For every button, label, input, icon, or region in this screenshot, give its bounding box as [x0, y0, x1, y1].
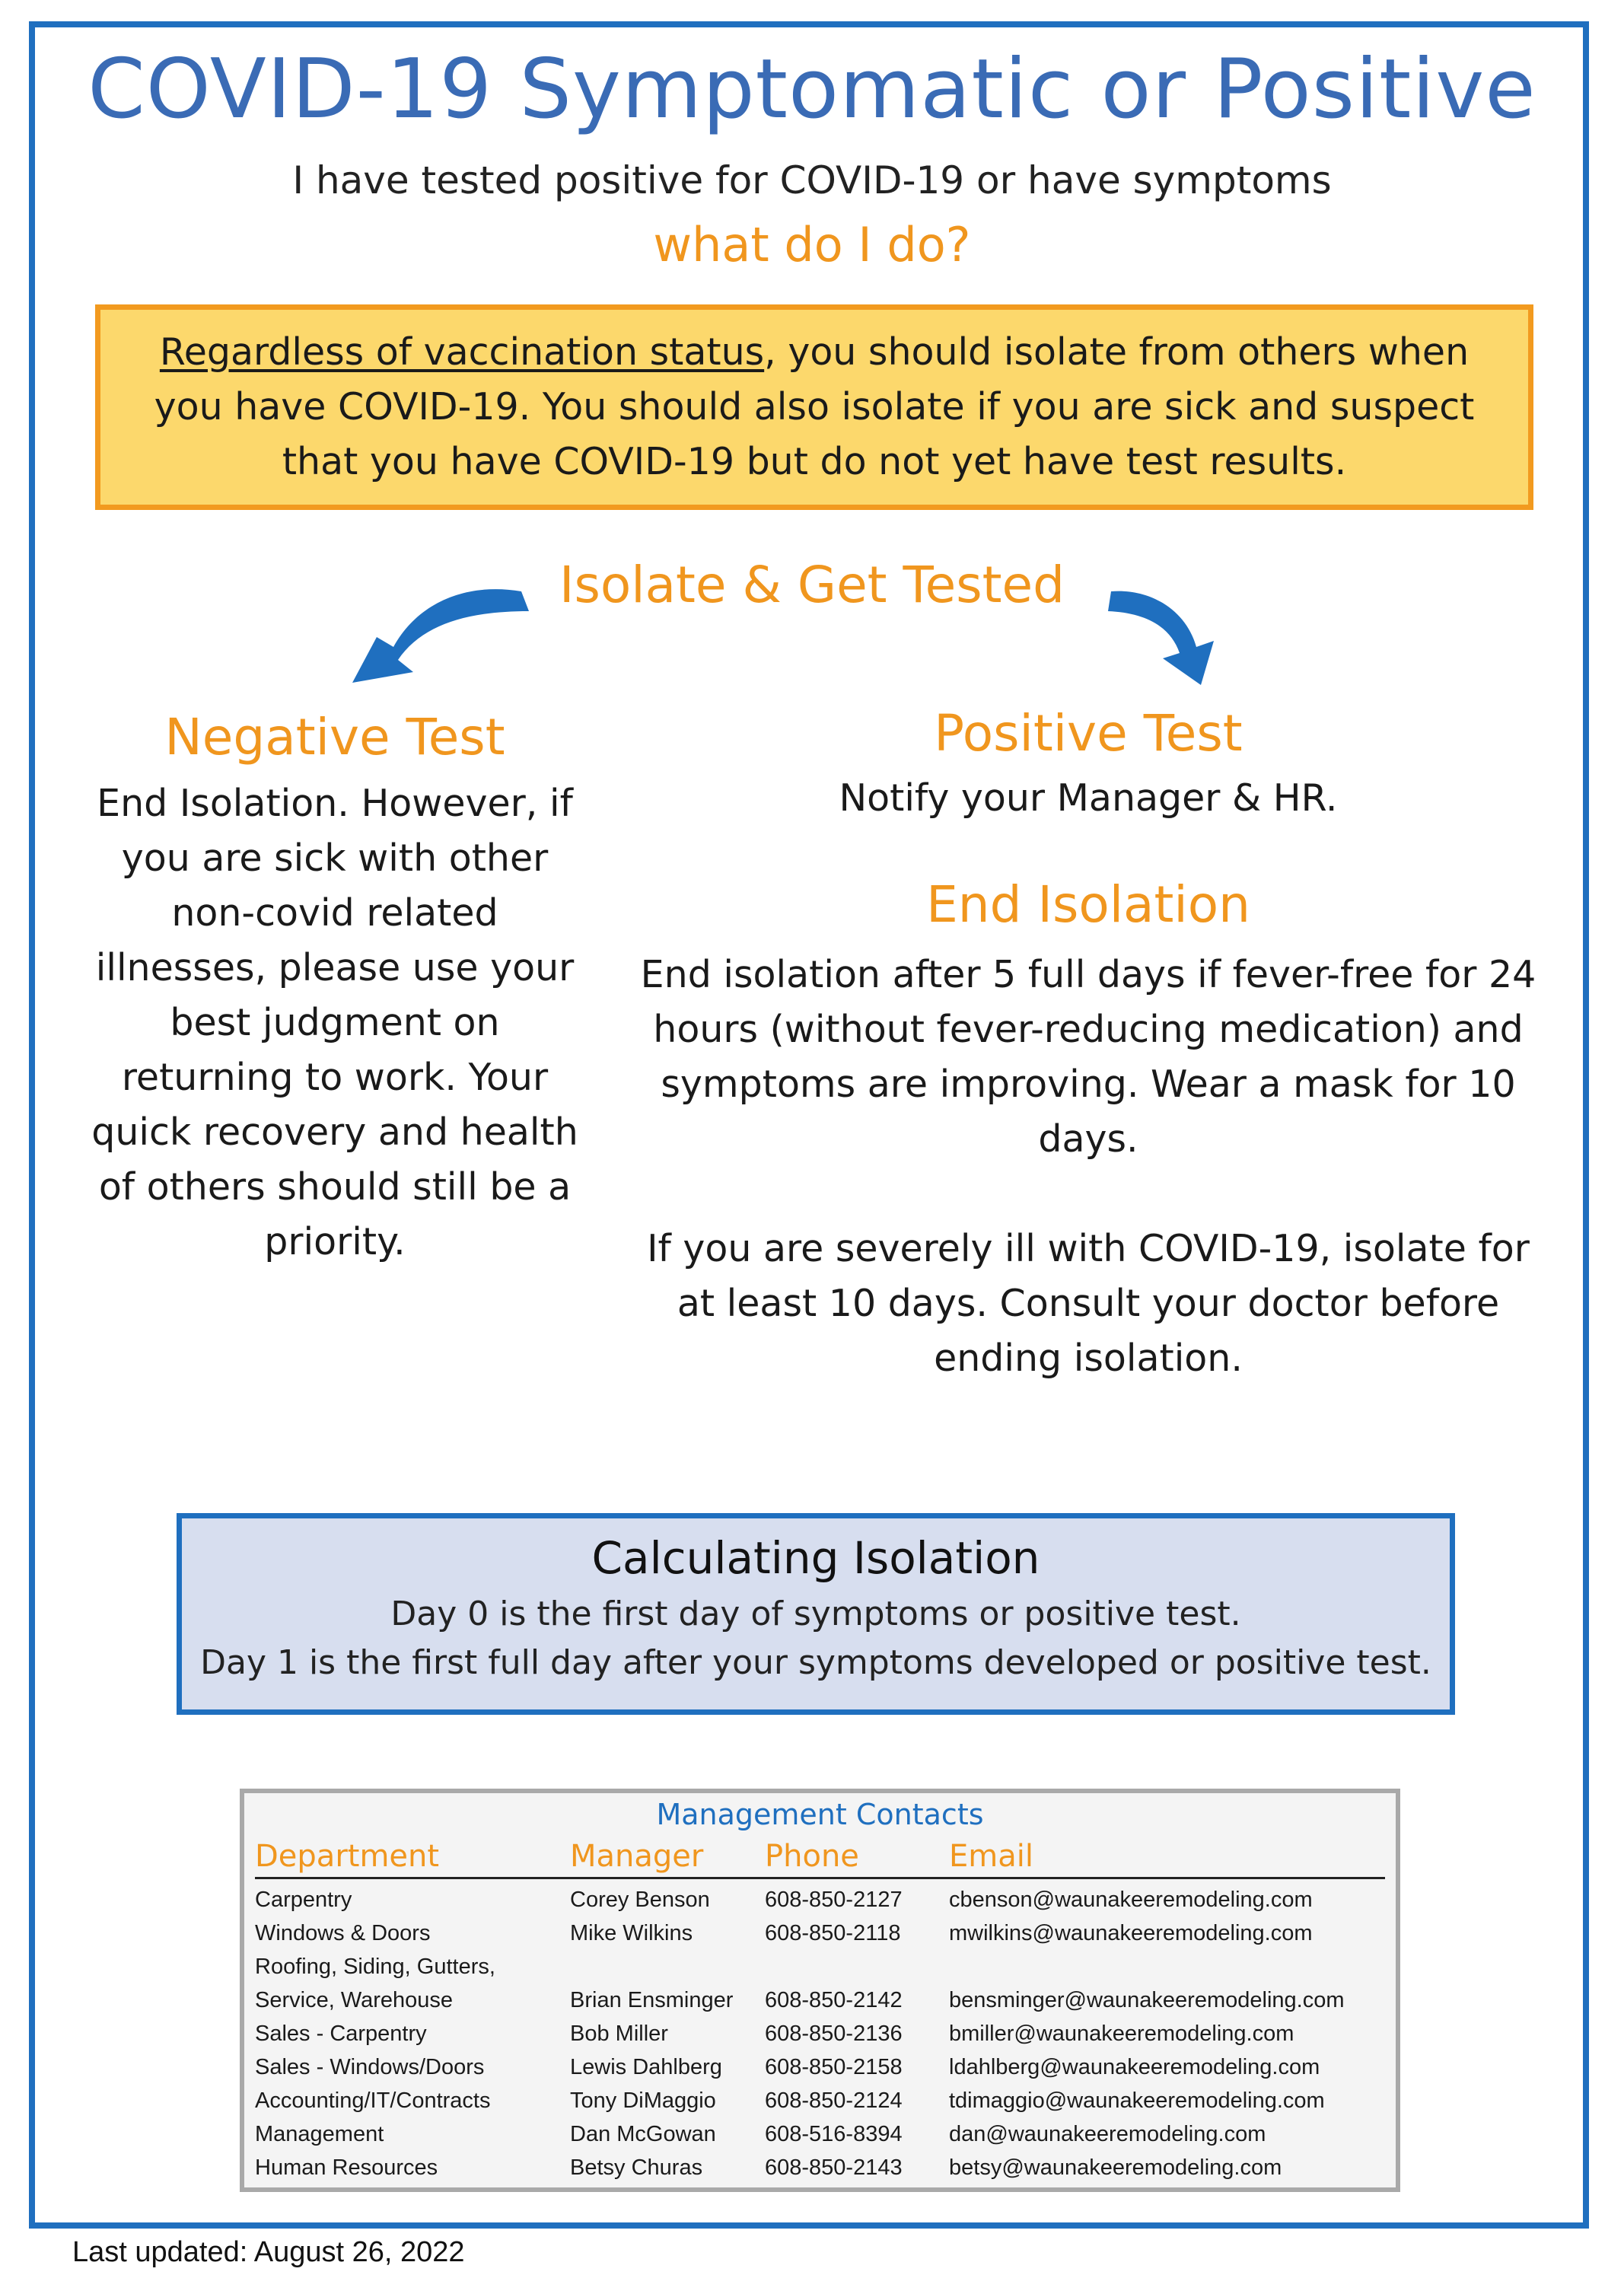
end-isolation-heading: End Isolation: [926, 875, 1250, 934]
table-row: [255, 2017, 1385, 2050]
cell-email: ldahlberg@waunakeeremodeling.com: [949, 2055, 1320, 2079]
arrow-right-icon: [1103, 575, 1233, 689]
vaccination-notice: [95, 304, 1533, 510]
cell-department: Service, Warehouse: [255, 1988, 454, 2012]
cell-manager: Brian Ensminger: [570, 1988, 734, 2012]
table-row: [255, 1883, 1385, 1916]
cell-manager: Bob Miller: [570, 2022, 668, 2046]
management-contacts-table: [240, 1789, 1400, 2192]
question-heading: what do I do?: [653, 217, 971, 272]
contacts-rows: [255, 1883, 1385, 2184]
col-header-manager: Manager: [570, 1839, 704, 1874]
cell-phone: 608-516-8394: [765, 2122, 903, 2146]
cell-department: Accounting/IT/Contracts: [255, 2088, 491, 2113]
contacts-header-row: [255, 1835, 1385, 1879]
page-title: COVID-19 Symptomatic or Positive: [88, 42, 1536, 137]
end-isolation-body: End isolation after 5 full days if fever-free for 24 hours (without fever-reducing medication) and symptoms are improving. Wear a mask for 10 days.: [640, 953, 1536, 1161]
cell-email: betsy@waunakeeremodeling.com: [949, 2155, 1282, 2180]
cell-phone: 608-850-2127: [765, 1888, 903, 1912]
cell-department: Management: [255, 2122, 384, 2146]
calculating-day1: Day 1 is the first full day after your symptoms developed or positive test.: [200, 1643, 1431, 1682]
cell-manager: Tony DiMaggio: [570, 2088, 716, 2113]
isolate-heading: Isolate & Get Tested: [559, 556, 1065, 614]
table-row: [255, 2117, 1385, 2151]
cell-phone: 608-850-2136: [765, 2022, 903, 2046]
table-row: [255, 1916, 1385, 1950]
contacts-title: Management Contacts: [656, 1798, 984, 1831]
cell-department: Carpentry: [255, 1888, 352, 1912]
cell-department: Sales - Windows/Doors: [255, 2055, 485, 2079]
calculating-title: Calculating Isolation: [591, 1532, 1040, 1584]
table-row: [255, 1950, 1385, 1983]
last-updated: Last updated: August 26, 2022: [72, 2236, 465, 2268]
calculating-day0: Day 0 is the first day of symptoms or positive test.: [390, 1595, 1241, 1633]
cell-manager: Mike Wilkins: [570, 1921, 693, 1945]
table-row: [255, 2084, 1385, 2117]
arrow-left-icon: [339, 575, 537, 689]
cell-email: cbenson@waunakeeremodeling.com: [949, 1888, 1313, 1912]
calculating-isolation-box: [177, 1513, 1455, 1715]
col-header-email: Email: [949, 1839, 1033, 1874]
cell-department: Windows & Doors: [255, 1921, 431, 1945]
cell-department: Sales - Carpentry: [255, 2022, 427, 2046]
cell-phone: 608-850-2158: [765, 2055, 903, 2079]
cell-phone: 608-850-2142: [765, 1988, 903, 2012]
cell-manager: Corey Benson: [570, 1888, 710, 1912]
col-header-phone: Phone: [765, 1839, 859, 1874]
cell-email: mwilkins@waunakeeremodeling.com: [949, 1921, 1313, 1945]
cell-department: Human Resources: [255, 2155, 438, 2180]
notice-body: , you should isolate from others when you have COVID-19. You should also isolate if you are sick and suspect that you have COVID-19 but do not yet have test results.: [154, 330, 1475, 483]
page-subtitle: I have tested positive for COVID-19 or have symptoms: [292, 158, 1332, 202]
table-row: [255, 1983, 1385, 2017]
cell-email: tdimaggio@waunakeeremodeling.com: [949, 2088, 1325, 2113]
positive-test-notify: Notify your Manager & HR.: [839, 776, 1338, 820]
cell-manager: Betsy Churas: [570, 2155, 703, 2180]
cell-phone: 608-850-2124: [765, 2088, 903, 2113]
table-row: [255, 2151, 1385, 2184]
cell-manager: Lewis Dahlberg: [570, 2055, 722, 2079]
negative-test-heading: Negative Test: [164, 708, 505, 766]
cell-department: Roofing, Siding, Gutters,: [255, 1955, 495, 1979]
notice-underlined: Regardless of vaccination status: [159, 330, 765, 374]
cell-manager: Dan McGowan: [570, 2122, 716, 2146]
positive-test-heading: Positive Test: [934, 704, 1243, 763]
severe-illness-note: If you are severely ill with COVID-19, isolate for at least 10 days. Consult your doctor before ending isolation.: [647, 1227, 1530, 1380]
cell-email: bmiller@waunakeeremodeling.com: [949, 2022, 1294, 2046]
cell-phone: 608-850-2118: [765, 1921, 901, 1945]
col-header-department: Department: [255, 1839, 440, 1874]
notice-text: [154, 325, 1475, 489]
negative-test-body: End Isolation. However, if you are sick with other non-covid related illnesses, please use your best judgment on returning to work. Your quick recovery and health of others should still be a priority.: [91, 782, 578, 1263]
table-row: [255, 2050, 1385, 2084]
cell-phone: 608-850-2143: [765, 2155, 903, 2180]
cell-email: dan@waunakeeremodeling.com: [949, 2122, 1266, 2146]
cell-email: bensminger@waunakeeremodeling.com: [949, 1988, 1345, 2012]
